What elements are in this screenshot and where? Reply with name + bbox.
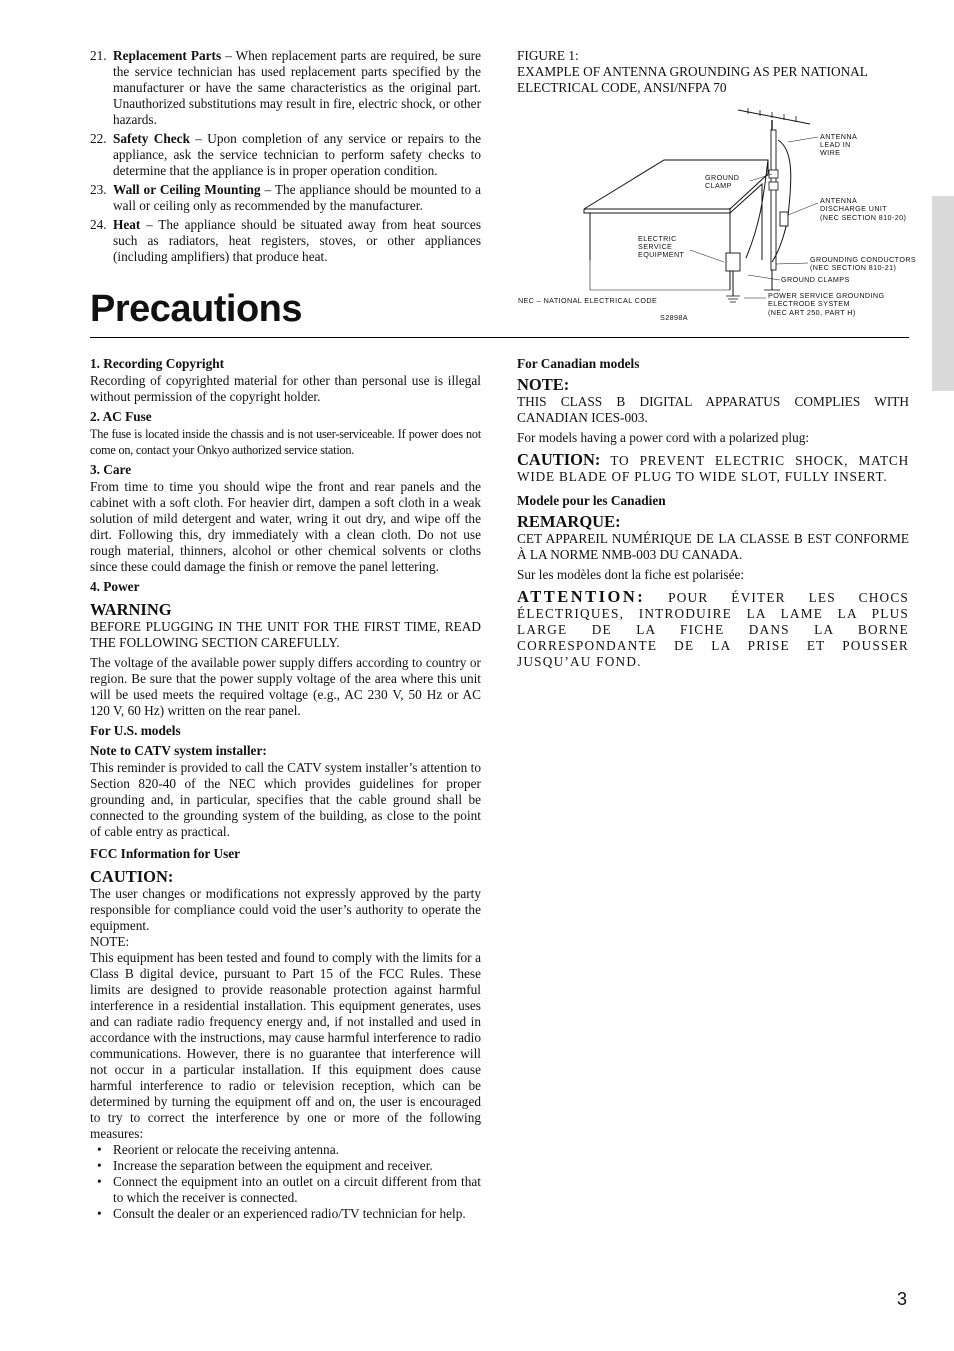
figure-block: [517, 48, 909, 96]
caution-paragraph: [517, 452, 909, 485]
warning-text: BEFORE PLUGGING IN THE UNIT FOR THE FIRST TIME, READ THE FOLLOWING SECTION CAREFULLY.: [90, 619, 481, 650]
section-heading: 3. Care: [90, 462, 132, 477]
label-electric-service: EQUIPMENT: [638, 250, 685, 259]
caution-text: The user changes or modifications not expressly approved by the party responsible for compliance could void the user’s authority to operate the equipment.: [90, 886, 481, 933]
label-ground-clamp: CLAMP: [705, 181, 732, 190]
label-nec: NEC – NATIONAL ELECTRICAL CODE: [518, 296, 658, 305]
antenna-grounding-diagram: [510, 100, 930, 330]
us-models-heading: For U.S. models: [90, 723, 181, 738]
list-item: • Increase the separation between the equipment and receiver.: [90, 1158, 481, 1174]
remarque-text: CET APPAREIL NUMÉRIQUE DE LA CLASSE B EST CONFORME À LA NORME NMB-003 DU CANADA.: [517, 531, 909, 562]
item-title: Heat: [113, 217, 141, 232]
right-column: [517, 353, 909, 674]
side-tab: [932, 196, 954, 391]
safety-list: [90, 48, 481, 265]
caution-text: TO PREVENT ELECTRIC SHOCK, MATCH WIDE BLADE OF PLUG TO WIDE SLOT, FULLY INSERT.: [517, 453, 909, 484]
power-text: The voltage of the available power supply differs according to country or region. Be sure that the power supply voltage of the area where this unit will be used meets the required voltage (e.g., AC 230 V, 50 Hz or AC 120 V, 60 Hz) written on the rear panel.: [90, 655, 481, 718]
section-text: The fuse is located inside the chassis and is not user-serviceable. If power does not come on, contact your Onkyo authorized service station.: [90, 427, 481, 457]
catv-heading: Note to CATV system installer:: [90, 743, 267, 758]
item-number: 24.: [90, 217, 107, 232]
list-item: • Reorient or relocate the receiving antenna.: [90, 1142, 481, 1158]
note-text: THIS CLASS B DIGITAL APPARATUS COMPLIES WITH CANADIAN ICES-003.: [517, 394, 909, 425]
item-text: – The appliance should be situated away from heat sources such as radiators, heat registers, stoves, or other appliances (including amplifiers) that produce heat.: [113, 217, 481, 264]
remarque-heading: REMARQUE:: [517, 512, 621, 531]
fcc-heading: FCC Information for User: [90, 846, 241, 861]
attention-paragraph: [517, 589, 909, 670]
label-discharge-unit: ANTENNA: [820, 196, 858, 205]
item-title: Wall or Ceiling Mounting: [113, 182, 261, 197]
list-item: [90, 131, 481, 179]
list-item: • Connect the equipment into an outlet on a circuit different from that to which the receiver is connected.: [90, 1174, 481, 1206]
section-heading: 4. Power: [90, 579, 140, 594]
page-title: Precautions: [90, 288, 303, 330]
note-label: NOTE:: [90, 934, 130, 949]
label-electric-service: SERVICE: [638, 242, 673, 251]
warning-heading: WARNING: [90, 600, 172, 619]
canadian-models-heading: For Canadian models: [517, 356, 640, 371]
section-text: Recording of copyrighted material for other than personal use is illegal without permission of the copyright holder.: [90, 373, 481, 404]
caution-word: CAUTION:: [517, 450, 601, 469]
label-power-service: POWER SERVICE GROUNDING: [768, 291, 885, 300]
measures-list: [90, 1142, 481, 1222]
list-item: [90, 217, 481, 265]
top-numbered-list: [90, 48, 481, 268]
note-heading: NOTE:: [517, 375, 570, 394]
label-grounding-conductors: GROUNDING CONDUCTORS: [810, 255, 917, 264]
attention-text: POUR ÉVITER LES CHOCS ÉLECTRIQUES, INTRODUIRE LA LAME LA PLUS LARGE DE LA FICHE DANS LA BORNE CORRESPONDANTE DE LA PRISE ET POUSSER JUSQU’AU FOND.: [517, 590, 909, 669]
list-item: • Consult the dealer or an experienced radio/TV technician for help.: [90, 1206, 481, 1222]
catv-text: This reminder is provided to call the CATV system installer’s attention to Section 820-40 of the NEC which provides guidelines for proper grounding and, in particular, specifies that the cable ground shall be connected to the grounding system of the building, as close to the point of cable entry as practical.: [90, 760, 481, 839]
label-antenna-lead: LEAD IN: [820, 140, 851, 149]
figure-caption: [517, 48, 909, 96]
section-heading: 1. Recording Copyright: [90, 356, 225, 371]
attention-word: ATTENTION:: [517, 587, 646, 606]
caution-heading: CAUTION:: [90, 867, 174, 886]
page-number: 3: [897, 1289, 908, 1309]
label-ground-clamps: GROUND CLAMPS: [781, 275, 850, 284]
section-text: From time to time you should wipe the front and rear panels and the cabinet with a soft cloth. For heavier dirt, dampen a soft cloth in a weak solution of mild detergent and water, wring it out dry, and wipe off the dirt. Following this, dry immediately with a clean cloth. Do not use rough material, thinners, alcohol or other chemical solvents or cloths since these could damage the finish or remove the panel lettering.: [90, 479, 481, 574]
label-discharge-unit: (NEC SECTION 810-20): [820, 213, 907, 222]
french-models-heading: Modele pour les Canadien: [517, 493, 666, 508]
title-rule: [90, 337, 909, 338]
label-power-service: ELECTRODE SYSTEM: [768, 299, 850, 308]
item-title: Safety Check: [113, 131, 190, 146]
label-antenna-lead: ANTENNA: [820, 132, 858, 141]
label-grounding-conductors: (NEC SECTION 810-21): [810, 263, 897, 272]
item-number: 23.: [90, 182, 107, 197]
label-electric-service: ELECTRIC: [638, 234, 677, 243]
figure-caption-line2: EXAMPLE OF ANTENNA GROUNDING AS PER NATIONAL ELECTRICAL CODE, ANSI/NFPA 70: [517, 64, 868, 95]
item-text: – Upon completion of any service or repairs to the appliance, ask the service technician to perform safety checks to determine that the appliance is in proper operation condition.: [113, 131, 481, 178]
label-ground-clamp: GROUND: [705, 173, 740, 182]
section-heading: 2. AC Fuse: [90, 409, 152, 424]
item-text: – When replacement parts are required, be sure the service technician has used replacement parts specified by the manufacturer or have the same characteristics as the original part. Unauthorized substitutions may result in fire, electric shock, or other hazards.: [113, 48, 482, 127]
label-antenna-lead: WIRE: [820, 148, 841, 157]
fiche-text: Sur les modèles dont la fiche est polarisée:: [517, 567, 745, 582]
item-number: 22.: [90, 131, 107, 146]
label-power-service: (NEC ART 250, PART H): [768, 308, 856, 317]
item-title: Replacement Parts: [113, 48, 222, 63]
figure-code: S2898A: [660, 313, 688, 322]
polarized-text: For models having a power cord with a polarized plug:: [517, 430, 810, 445]
label-discharge-unit: DISCHARGE UNIT: [820, 204, 888, 213]
list-item: [90, 182, 481, 214]
figure-caption-line1: FIGURE 1:: [517, 48, 579, 63]
item-text: – The appliance should be mounted to a wall or ceiling only as recommended by the manufacturer.: [113, 182, 482, 213]
note-text: This equipment has been tested and found to comply with the limits for a Class B digital device, pursuant to Part 15 of the FCC Rules. These limits are designed to provide reasonable protection against harmful interference in a residential installation. This equipment generates, uses and can radiate radio frequency energy and, if not installed and used in accordance with the instructions, may cause harmful interference to radio communications. However, there is no guarantee that interference will not occur in a particular installation. If this equipment does cause harmful interference to radio or television reception, which can be determined by turning the equipment off and on, the user is encouraged to try to correct the interference by one or more of the following measures:: [90, 950, 481, 1141]
item-number: 21.: [90, 48, 107, 63]
list-item: [90, 48, 481, 128]
left-column: [90, 353, 481, 1222]
